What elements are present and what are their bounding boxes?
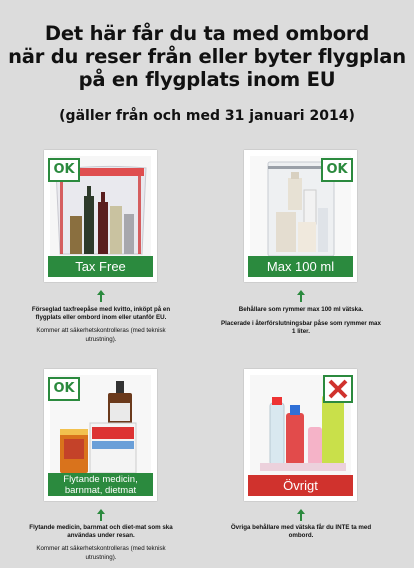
card-other	[244, 369, 357, 501]
page-title	[0, 22, 414, 91]
medicine-label-line-1: Flytande medicin,	[63, 474, 138, 485]
tax-free-description	[21, 306, 181, 344]
arrow-up-icon	[96, 509, 106, 521]
title-line-3: på en flygplats inom EU	[78, 68, 336, 91]
ok-badge: OK	[321, 158, 353, 182]
description-bold: Förseglad taxfreepåse med kvitto, inköpt på en flygplats eller ombord inom eller utanför EU.	[31, 306, 171, 322]
description-bold: Behållare som rymmer max 100 ml vätska.	[238, 306, 364, 313]
description-bold: Övriga behållare med vätska får du INTE ta med ombord.	[230, 524, 372, 540]
arrow-up-icon	[296, 509, 306, 521]
title-line-1: Det här får du ta med ombord	[44, 22, 370, 45]
other-label: Övrigt	[248, 475, 353, 496]
page-subtitle: (gäller från och med 31 januari 2014)	[59, 108, 355, 124]
max-100ml-label: Max 100 ml	[248, 256, 353, 277]
arrow-up-icon	[96, 290, 106, 302]
prohibited-x-icon	[323, 375, 353, 403]
arrow-up-icon	[296, 290, 306, 302]
description-note: Kommer att säkerhetskontrolleras (med teknisk utrustning).	[36, 545, 166, 561]
ok-badge: OK	[48, 158, 80, 182]
card-medicine-babyfood	[44, 369, 157, 501]
tax-free-label: Tax Free	[48, 256, 153, 277]
card-max-100ml	[244, 150, 357, 282]
medicine-label	[48, 473, 153, 496]
card-tax-free	[44, 150, 157, 282]
max-100ml-description	[221, 306, 381, 337]
medicine-description	[21, 524, 181, 562]
other-description	[221, 524, 381, 540]
description-bold: Flytande medicin, barnmat och diet-mat som ska användas under resan.	[29, 524, 173, 540]
description-bold-2: Placerade i återförslutningsbar påse som rymmer max 1 liter.	[221, 320, 381, 336]
medicine-label-line-2: barnmat, dietmat	[64, 485, 137, 496]
title-line-2: när du reser från eller byter flygplan	[8, 45, 406, 68]
ok-badge: OK	[48, 377, 80, 401]
description-note: Kommer att säkerhetskontrolleras (med teknisk utrustning).	[36, 327, 166, 343]
